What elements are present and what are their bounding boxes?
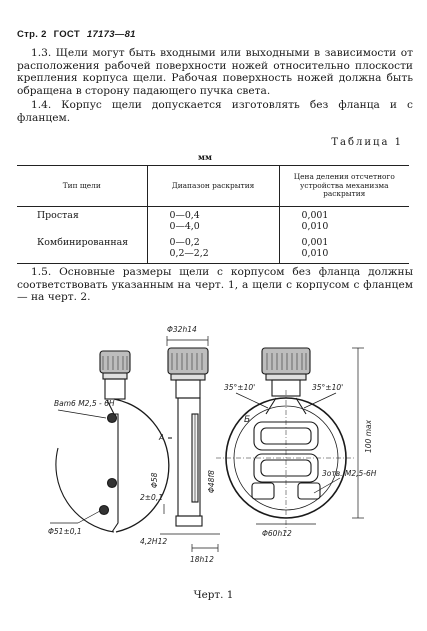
division-value: 0,010	[301, 247, 329, 259]
table-header-cell: Диапазон раскрытия	[147, 166, 279, 207]
table-header-row	[17, 166, 409, 207]
table-cell-range	[147, 207, 279, 235]
table-header-cell: Цена деления отсчетного устройства механизма раскрытия	[279, 166, 409, 207]
label-thread-left: Ваm6 M2,5 - 6H	[54, 399, 115, 408]
table-caption: Таблица 1	[331, 137, 403, 148]
left-view	[50, 351, 169, 532]
range-value: 0—4,0	[169, 220, 200, 232]
table-1	[17, 165, 409, 264]
label-knob-dim: Φ32h14	[167, 325, 197, 334]
technical-drawing	[40, 318, 400, 580]
table-units: мм	[198, 152, 212, 162]
figure-caption: Черт. 1	[193, 589, 234, 601]
middle-view	[160, 336, 220, 552]
table-cell-range	[147, 234, 279, 264]
range-value: 0—0,4	[169, 210, 200, 221]
label-section-a: А	[159, 433, 165, 442]
table-cell-division	[279, 207, 409, 235]
label-dia-58: Φ58	[150, 472, 159, 488]
label-dim-42: 4,2H12	[140, 537, 168, 546]
label-dia-48: Φ48f8	[207, 470, 216, 493]
label-view-b: Б	[244, 415, 251, 425]
table-cell-type: Комбинированная	[17, 234, 147, 264]
label-thread-right: 3отв. M2,5-6H	[322, 469, 377, 478]
table-cell-type: Простая	[37, 210, 79, 221]
page-label: Стр. 2	[17, 29, 47, 40]
paragraph-1-3: 1.3. Щели могут быть входными или выходными в зависимости от расположения рабочей поверхности ножей относительно плоскости крепления корпуса щели. Рабочая поверхность ножей должна быть обращена в сторону падающего пучка света.	[17, 47, 413, 97]
paragraph-1-5: 1.5. Основные размеры щели с корпусом без фланца должны соответствовать указанным на черт. 1, а щели с корпусом с фланцем — на черт. 2.	[17, 266, 413, 304]
paragraph-1-4: 1.4. Корпус щели допускается изготовлять без фланца и с фланцем.	[17, 99, 413, 124]
division-value: 0,010	[301, 220, 329, 232]
knob-left	[100, 351, 130, 373]
label-angle-right: 35°±10'	[312, 383, 344, 392]
label-width-18: 18h12	[190, 555, 214, 564]
right-view	[216, 348, 364, 533]
table-header-cell: Тип щели	[17, 166, 147, 207]
label-dia-60: Φ60h12	[262, 529, 292, 538]
standard-number: 17173—81	[86, 29, 136, 40]
range-value: 0,2—2,2	[169, 247, 209, 259]
range-value: 0—0,2	[169, 237, 200, 248]
table-row	[17, 234, 409, 264]
label-dim-2: 2±0,1	[140, 493, 163, 502]
standard-name: ГОСТ	[53, 29, 80, 40]
table-row	[17, 207, 409, 235]
label-height-100: 100 max	[364, 419, 373, 453]
division-value: 0,001	[301, 210, 329, 221]
knob-right	[262, 348, 310, 374]
label-base-dia: Φ51±0,1	[48, 527, 82, 536]
table-cell-division	[279, 234, 409, 264]
running-head	[17, 29, 136, 40]
division-value: 0,001	[301, 237, 329, 248]
label-angle-left: 35°±10'	[224, 383, 256, 392]
